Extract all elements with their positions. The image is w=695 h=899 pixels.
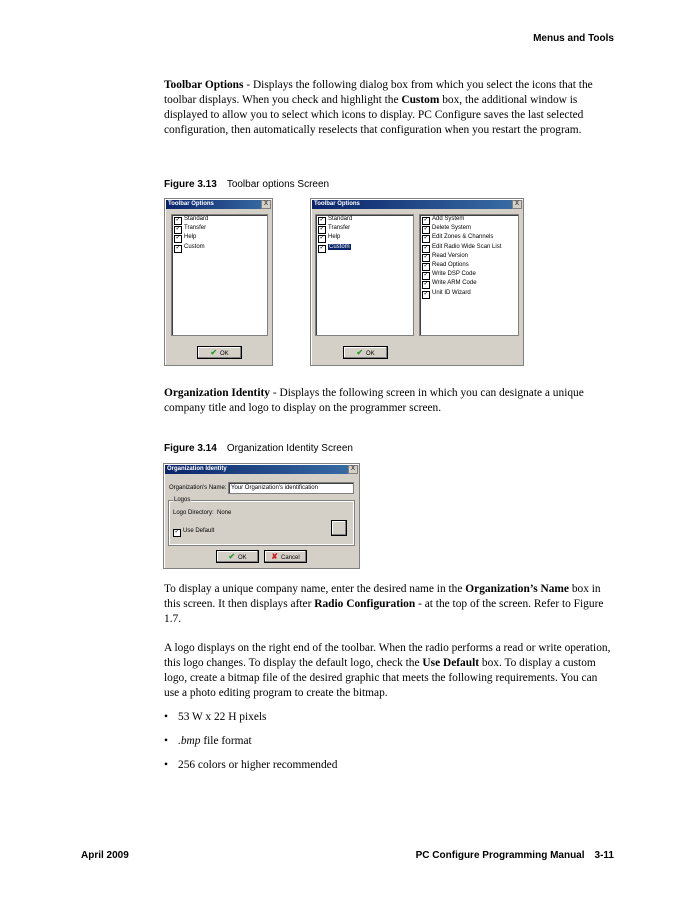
org-name-paragraph: To display a unique company name, enter the desired name in the Organization’s Name box in this screen. It then displays after Radio Configuration - at the top of the screen. Refer to Figure 1.7.	[164, 583, 604, 625]
requirements-list	[164, 710, 337, 782]
org-identity-paragraph: Organization Identity - Displays the following screen in which you can designate a unique company title and logo to display on the programmer screen.	[164, 387, 584, 414]
footer-manual: PC Configure Programming Manual 3-11	[415, 850, 614, 861]
logo-directory-value: None	[217, 510, 232, 516]
list-item: • 53 W x 22 H pixels	[164, 711, 267, 723]
toolbar-item-custom[interactable]: ✓Custom	[316, 243, 413, 252]
checkmark-icon: ✔	[356, 348, 364, 357]
toolbar-options-dialog-small	[164, 198, 273, 366]
ok-button[interactable]: ✔ OK	[343, 346, 388, 359]
checkmark-icon: ✔	[210, 348, 218, 357]
icon-item-write-dsp[interactable]: ✓Write DSP Code	[420, 270, 518, 279]
logos-group-label: Logos	[174, 497, 191, 503]
bullet-icon: •	[164, 711, 168, 723]
figure-3-13-caption: Figure 3.13 Toolbar options Screen	[164, 179, 330, 190]
toolbar-item-transfer[interactable]: ✓Transfer	[172, 224, 267, 233]
logo-paragraph: A logo displays on the right end of the toolbar. When the radio performs a read or write operation, this logo changes. To display the default logo, check the Use Default box. To display a custom logo, create a bitmap file of the desired graphic that meets the following requirements. You can use a photo editing program to create the bitmap.	[164, 642, 611, 699]
checkbox-checked-icon[interactable]	[174, 245, 182, 253]
list-item: • 256 colors or higher recommended	[164, 759, 338, 771]
icon-item-delete-system[interactable]: ✓Delete System	[420, 224, 518, 233]
bullet-icon: •	[164, 759, 168, 771]
ok-button[interactable]: ✔ OK	[197, 346, 242, 359]
list-item: • .bmp file format	[164, 735, 252, 747]
icon-item-write-arm[interactable]: ✓Write ARM Code	[420, 279, 518, 288]
toolbar-item-standard[interactable]: ✓Standard	[316, 215, 413, 224]
icon-item-edit-scan-list[interactable]: ✓Edit Radio Wide Scan List	[420, 243, 518, 252]
toolbar-item-custom[interactable]: ✓Custom	[172, 243, 267, 252]
toolbar-options-paragraph: Toolbar Options - Displays the following dialog box from which you select the icons that the toolbar displays. When you check and highlight the Custom box, the additional window is displayed to allow you to select which icons to display. PC Configure saves the last selected configuration, then automatically reselects that configuration when you restart the program.	[164, 79, 593, 136]
logo-directory-label: Logo Directory:	[173, 510, 214, 516]
dialog-title: Toolbar Options	[166, 200, 271, 209]
close-icon[interactable]: X	[512, 200, 522, 209]
checkbox-checked-icon[interactable]	[422, 291, 430, 299]
toolbar-item-help[interactable]: ✓Help	[316, 233, 413, 242]
icon-list	[419, 214, 519, 336]
icon-item-edit-zones[interactable]: ✓Edit Zones & Channels	[420, 233, 518, 242]
use-default-checkbox[interactable]: ✓Use Default	[173, 528, 214, 537]
checkbox-checked-icon[interactable]	[318, 245, 326, 253]
bullet-icon: •	[164, 735, 168, 747]
toolbar-options-term: Toolbar Options	[164, 79, 244, 91]
org-identity-dialog	[163, 463, 360, 569]
checkbox-checked-icon[interactable]	[173, 529, 181, 537]
icon-item-add-system[interactable]: ✓Add System	[420, 215, 518, 224]
toolbar-list	[315, 214, 414, 336]
page-number: 3-11	[594, 850, 614, 861]
org-name-input[interactable]: Your Organization's identification	[228, 482, 354, 494]
org-identity-term: Organization Identity	[164, 387, 270, 399]
running-header: Menus and Tools	[533, 33, 614, 44]
ok-button[interactable]: ✔ OK	[216, 550, 259, 563]
toolbar-options-dialog-expanded	[310, 198, 524, 366]
footer-date: April 2009	[81, 850, 129, 861]
checkmark-icon: ✔	[228, 552, 236, 561]
logos-group	[169, 501, 354, 545]
browse-button[interactable]	[331, 520, 347, 536]
toolbar-item-standard[interactable]: ✓Standard	[172, 215, 267, 224]
org-name-label: Organization's Name:	[169, 485, 227, 491]
close-icon[interactable]: X	[348, 465, 358, 474]
dialog-title: Toolbar Options	[312, 200, 522, 209]
dialog-title: Organization Identity	[165, 465, 358, 474]
icon-item-read-options[interactable]: ✓Read Options	[420, 261, 518, 270]
cancel-x-icon: ✘	[271, 552, 278, 561]
icon-item-unit-id-wizard[interactable]: ✓Unit ID Wizard	[420, 289, 518, 298]
icon-item-read-version[interactable]: ✓Read Version	[420, 252, 518, 261]
cancel-button[interactable]: ✘ Cancel	[264, 550, 307, 563]
figure-3-14-caption: Figure 3.14 Organization Identity Screen	[164, 443, 353, 454]
toolbar-item-transfer[interactable]: ✓Transfer	[316, 224, 413, 233]
toolbar-item-help[interactable]: ✓Help	[172, 233, 267, 242]
toolbar-list	[171, 214, 268, 336]
close-icon[interactable]: X	[261, 200, 271, 209]
